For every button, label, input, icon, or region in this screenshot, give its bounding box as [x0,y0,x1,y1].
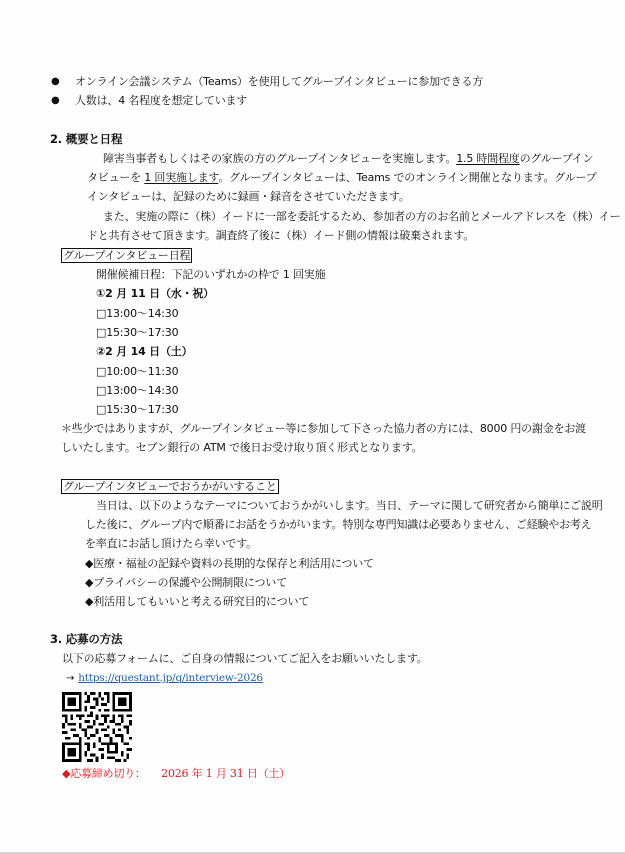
text: のグループイン [519,152,594,165]
topics-title-box: グループインタビューでおうかがいすること [63,480,277,493]
topics-para-line2: した後に、グループ内で順番にお話をうかがいます。特別な専門知識は必要ありません、ご経験やお考え [85,518,592,531]
topic-item: ◆利活用してもいいと考える研究目的について [85,595,310,608]
schedule-slot: □13:00～14:30 [96,307,179,320]
section-heading-overview: 2. 概要と日程 [50,132,123,146]
deadline-row [62,767,290,781]
schedule-slot: □15:30～17:30 [96,326,179,339]
overview-para2-line1: また、実施の際に（株）イードに一部を委託するため、参加者の方のお名前とメールアドレスを（株）イー [103,210,621,223]
section-heading-apply: 3. 応募の方法 [50,632,123,646]
qr-code [62,692,132,762]
topic-item: ◆医療・福祉の記録や資料の長期的な保存と利活用について [85,557,374,570]
topics-para-line1: 当日は、以下のようなテーマについておうかがいします。当日、テーマに関して研究者から簡単にご説明 [96,499,603,512]
schedule-slot: □15:30～17:30 [96,403,179,416]
schedule-slot: □10:00～11:30 [96,365,179,378]
topic-item: ◆プライバシーの保護や公開制限について [85,576,287,589]
topics-para-line3: を率直にお話し頂けたら幸いです。 [85,537,257,550]
underlined-count: 1 回実施します [144,171,219,184]
bullet-icon: ● [51,95,60,106]
arrow-right-icon: → [66,673,75,684]
overview-para1-line1 [103,152,593,166]
topics-title [61,480,279,494]
deadline-label: ◆応募締め切り： [62,767,146,780]
schedule-intro: 開催候補日程：下記のいずれかの枠で 1 回実施 [96,268,326,281]
reward-line2: しいたします。セブン銀行の ATM で後日お受け取り頂く形式となります。 [61,441,423,454]
eligibility-item-count: 人数は、4 名程度を想定しています [75,94,248,107]
deadline-date: 2026 年 1 月 31 日（土） [161,767,291,780]
overview-para1-line3: インタビューは、記録のために録画・録音をさせていただきます。 [87,190,410,203]
schedule-title-box: グループインタビュー日程 [63,249,191,262]
overview-para1-line2 [87,171,597,185]
text: 。グループインタビューは、Teams でのオンライン開催となります。グループ [218,171,597,184]
overview-para2-line2: ドと共有させて頂きます。調査終了後に（株）イード側の情報は破棄されます。 [87,229,475,242]
schedule-day-1: ①2 月 11 日（水・祝） [96,287,214,300]
reward-line1: ＊些少ではありますが、グループインタビュー等に参加して下さった協力者の方には、8000 円の謝金をお渡 [61,422,586,435]
schedule-day-2: ②2 月 14 日（土） [96,345,193,358]
schedule-title [61,249,192,263]
text: 障害当事者もしくはその家族の方のグループインタビューを実施します。 [103,152,457,165]
apply-link-row [66,671,263,686]
apply-intro: 以下の応募フォームに、ご自身の情報についてご記入をお願いいたします。 [62,652,428,665]
text: タビューを [87,171,145,184]
qr-code-icon [62,692,132,762]
bullet-icon: ● [51,76,60,87]
schedule-slot: □13:00～14:30 [96,384,179,397]
application-form-link[interactable]: https://questant.jp/q/interview-2026 [78,672,263,684]
underlined-duration: 1.5 時間程度 [456,152,520,165]
eligibility-item-teams: オンライン会議システム（Teams）を使用してグループインタビューに参加できる方 [75,75,484,88]
